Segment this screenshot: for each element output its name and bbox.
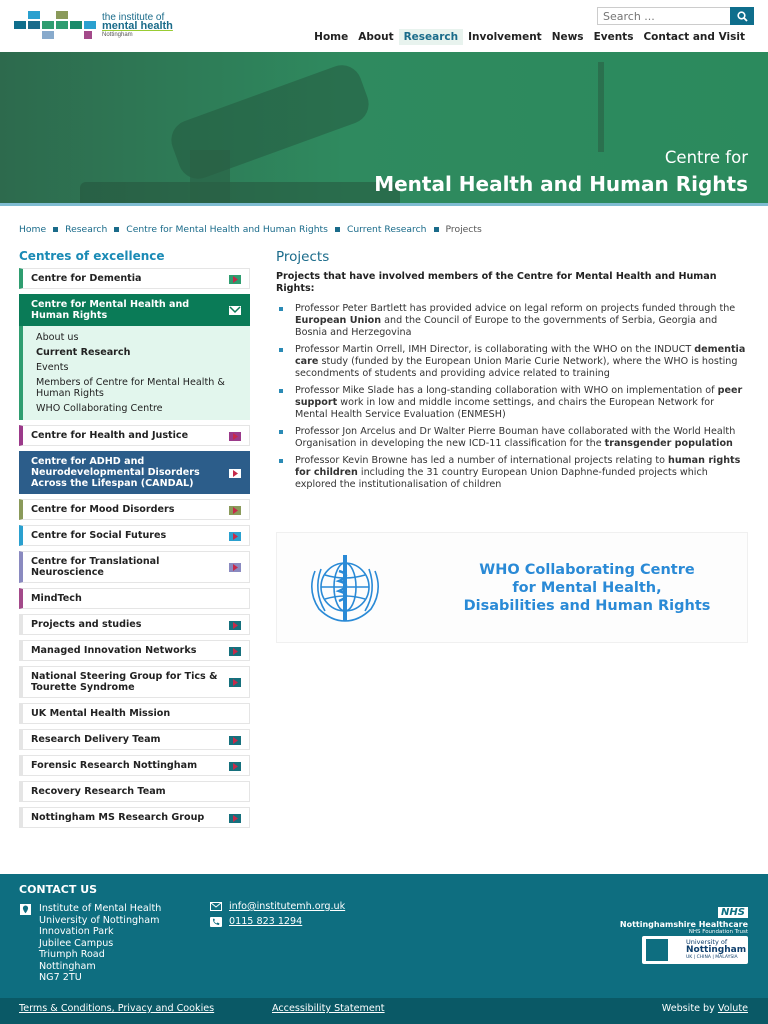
sidebar-item[interactable] [19, 729, 250, 750]
volute-link[interactable]: Volute [717, 1003, 748, 1014]
nhs-trust-logo[interactable] [620, 900, 748, 935]
bullet-bold-text: human rights for children [295, 455, 741, 478]
chevron-right-icon[interactable] [229, 678, 241, 687]
bullet-text: Professor Jon Arcelus and Dr Walter Pierre Bouman have collaborated with the World Health Organisation in developing the new ICD-11 classification for the [295, 426, 736, 449]
phone-link[interactable]: 0115 823 1294 [229, 916, 303, 927]
search-box [597, 7, 754, 25]
breadcrumb-link[interactable]: Current Research [346, 224, 427, 235]
who-line2: for Mental Health, [512, 580, 662, 596]
university-name [686, 939, 746, 962]
breadcrumb-separator-icon [114, 227, 119, 232]
project-bullet [276, 344, 746, 380]
sidebar-subitem[interactable]: About us [36, 332, 79, 343]
nhs-trust-type: NHS Foundation Trust [688, 929, 748, 935]
sidebar-item[interactable] [19, 499, 250, 520]
logo-square [56, 21, 68, 29]
logo-square [42, 21, 54, 29]
phone-icon [210, 917, 222, 927]
sidebar-item-label: Nottingham MS Research Group [31, 812, 205, 823]
sidebar-item[interactable] [19, 703, 250, 724]
sidebar-item[interactable] [19, 755, 250, 776]
footer-bottom-bar [0, 998, 768, 1024]
hero-banner [0, 52, 768, 205]
email-icon [210, 902, 222, 911]
search-input[interactable] [598, 8, 730, 24]
chevron-right-icon[interactable] [229, 814, 241, 823]
search-icon [737, 11, 748, 22]
bullet-text: including the 31 country European Union Daphne-funded projects which explored the institutionalisation of children [295, 467, 708, 490]
contact-title: CONTACT US [19, 883, 98, 896]
banner-divider [0, 203, 768, 206]
sidebar-item[interactable] [19, 268, 250, 289]
nav-item-news[interactable]: News [551, 31, 584, 43]
sidebar-item-label: Centre for Mental Health and Human Rights [31, 299, 190, 321]
sidebar-item-label: National Steering Group for Tics & Tourette Syndrome [31, 671, 218, 693]
sidebar-item[interactable] [19, 551, 250, 583]
sidebar-subitem[interactable]: Events [36, 362, 69, 373]
who-line3: Disabilities and Human Rights [463, 598, 711, 614]
uon-line2: Nottingham [686, 944, 747, 955]
chevron-right-icon[interactable] [229, 469, 241, 478]
breadcrumb-separator-icon [434, 227, 439, 232]
accessibility-link[interactable]: Accessibility Statement [272, 1003, 385, 1014]
sidebar-item[interactable] [19, 425, 250, 446]
main-content [276, 249, 746, 496]
sidebar-item-label: Research Delivery Team [31, 734, 161, 745]
project-bullet [276, 303, 746, 339]
chevron-right-icon[interactable] [229, 647, 241, 656]
sidebar-item-label: Centre for Dementia [31, 273, 142, 284]
credit-prefix: Website by [661, 1003, 718, 1014]
sidebar-title: Centres of excellence [19, 249, 165, 263]
chevron-right-icon[interactable] [229, 532, 241, 541]
project-bullet [276, 426, 746, 450]
sidebar-item-label: Centre for ADHD and Neurodevelopmental Disorders Across the Lifespan (CANDAL) [31, 456, 200, 489]
projects-list [276, 303, 746, 491]
nav-item-about[interactable]: About [358, 31, 394, 43]
site-header [0, 0, 768, 52]
sidebar-item-label: Recovery Research Team [31, 786, 166, 797]
who-line1: WHO Collaborating Centre [479, 562, 695, 578]
logo-line2: mental health [102, 20, 173, 32]
logo-square [42, 31, 54, 39]
logo-square [14, 21, 26, 29]
chevron-right-icon[interactable] [229, 621, 241, 630]
uon-line3: UK | CHINA | MALAYSIA [686, 955, 738, 960]
chevron-right-icon[interactable] [229, 563, 241, 572]
bullet-bold-text: dementia care [295, 344, 746, 367]
bullet-bold-text: peer support [295, 385, 743, 408]
bullet-text: Professor Martin Orrell, IMH Director, is collaborating with the WHO on the INDUCT [295, 344, 695, 355]
contact-address [39, 903, 161, 984]
university-crest-icon [646, 939, 668, 961]
logo-line1: the institute of [102, 12, 165, 23]
sidebar-submenu [19, 326, 250, 420]
page-title: Projects [276, 249, 330, 265]
logo-square [28, 11, 40, 19]
breadcrumb-link[interactable]: Home [19, 224, 47, 235]
bullet-text: and the Council of Europe to the governments of Serbia, Georgia and Bosnia and Herzegovina [295, 315, 718, 338]
nav-item-events[interactable]: Events [593, 31, 634, 43]
uon-line1: University of [686, 938, 728, 946]
who-collaborating-centre-banner [276, 532, 748, 643]
terms-link[interactable]: Terms & Conditions, Privacy and Cookies [19, 1003, 215, 1014]
sidebar-subitem[interactable]: Current Research [36, 347, 131, 358]
logo-text [102, 13, 173, 40]
logo-square [84, 31, 92, 39]
sidebar-item-label: Centre for Mood Disorders [31, 504, 175, 515]
bullet-text: study (funded by the European Union Marie Curie Network), where the WHO is hosting secondments of students and providing advice related to training [295, 356, 738, 379]
scales-chain-image [598, 62, 604, 152]
sidebar-item-label: Managed Innovation Networks [31, 645, 197, 656]
who-emblem-icon [297, 551, 393, 627]
institute-logo[interactable] [14, 11, 184, 41]
search-button[interactable] [730, 7, 754, 25]
sidebar-item[interactable] [19, 640, 250, 661]
breadcrumb-current: Projects [445, 224, 482, 235]
banner-image-shape [80, 182, 400, 205]
sidebar-item[interactable] [19, 807, 250, 828]
sidebar-item-label: UK Mental Health Mission [31, 708, 171, 719]
collapse-envelope-icon[interactable] [229, 306, 241, 315]
sidebar-item-label: Centre for Social Futures [31, 530, 167, 541]
breadcrumb-separator-icon [53, 227, 58, 232]
logo-square [84, 21, 96, 29]
nhs-trust-name: Nottinghamshire Healthcare [619, 920, 748, 929]
sidebar-item[interactable] [19, 588, 250, 609]
sidebar-item[interactable] [19, 294, 250, 326]
address-line: Nottingham [39, 960, 96, 972]
sidebar-item-label: Centre for Health and Justice [31, 430, 189, 441]
chevron-right-icon[interactable] [229, 762, 241, 771]
sidebar-item-label: Centre for Translational Neuroscience [31, 556, 160, 578]
logo-square [28, 21, 40, 29]
logo-line3: Nottingham [102, 32, 133, 38]
address-line: NG7 2TU [39, 972, 82, 983]
who-text [427, 561, 747, 615]
footer [0, 874, 768, 998]
breadcrumb-separator-icon [335, 227, 340, 232]
university-logo[interactable] [642, 936, 748, 964]
bullet-bold-text: transgender population [604, 438, 733, 449]
bullet-text: Professor Peter Bartlett has provided advice on legal reform on projects funded through the [295, 303, 736, 314]
nav-item-home[interactable]: Home [314, 31, 349, 43]
bullet-text: work in low and middle income settings, and chairs the European Network for Mental Health Service Evaluation (ENMESH) [295, 397, 715, 420]
location-pin-icon [20, 904, 31, 915]
nhs-badge: NHS [718, 907, 748, 918]
sidebar-subitem[interactable]: Members of Centre for Mental Health & Human Rights [36, 377, 225, 399]
sidebar-item-label: MindTech [31, 593, 82, 604]
breadcrumb-link[interactable]: Research [65, 224, 108, 235]
chevron-right-icon[interactable] [229, 432, 241, 441]
banner-title: Mental Health and Human Rights [374, 172, 748, 196]
gavel-handle-image [190, 150, 230, 205]
nav-item-contact-and-visit[interactable]: Contact and Visit [643, 31, 745, 43]
sidebar-item[interactable] [19, 781, 250, 802]
bullet-text: Professor Kevin Browne has led a number of international projects relating to [295, 455, 669, 466]
chevron-right-icon[interactable] [229, 736, 241, 745]
sidebar [19, 268, 250, 833]
sidebar-item-label: Forensic Research Nottingham [31, 760, 198, 771]
email-link[interactable]: info@institutemh.org.uk [229, 901, 346, 912]
sidebar-subitem[interactable]: WHO Collaborating Centre [36, 403, 163, 414]
sidebar-item[interactable] [19, 525, 250, 546]
sidebar-item[interactable] [19, 451, 250, 494]
bullet-text: Professor Mike Slade has a long-standing collaboration with WHO on implementation of [295, 385, 718, 396]
intro-text: Projects that have involved members of the Centre for Mental Health and Human Rights: [276, 271, 717, 294]
banner-subtitle: Centre for [664, 148, 748, 167]
chevron-right-icon[interactable] [229, 275, 241, 284]
logo-square [56, 11, 68, 19]
sidebar-item[interactable] [19, 666, 250, 698]
nav-item-research[interactable]: Research [399, 29, 464, 45]
logo-square [70, 21, 82, 29]
breadcrumb-link[interactable]: Centre for Mental Health and Human Rights [126, 224, 328, 235]
sidebar-item-label: Projects and studies [31, 619, 142, 630]
address-line: Innovation Park [39, 926, 114, 937]
breadcrumb [19, 224, 482, 235]
main-nav [309, 29, 750, 45]
project-bullet [276, 455, 746, 491]
address-line: University of Nottingham [39, 914, 160, 926]
address-line: Jubilee Campus [39, 937, 114, 949]
address-line: Triumph Road [39, 949, 105, 960]
address-line: Institute of Mental Health [39, 903, 162, 914]
chevron-right-icon[interactable] [229, 506, 241, 515]
project-bullet [276, 385, 746, 421]
website-credit [662, 1003, 748, 1014]
bullet-bold-text: European Union [295, 315, 382, 326]
nav-item-involvement[interactable]: Involvement [468, 31, 542, 43]
sidebar-item[interactable] [19, 614, 250, 635]
